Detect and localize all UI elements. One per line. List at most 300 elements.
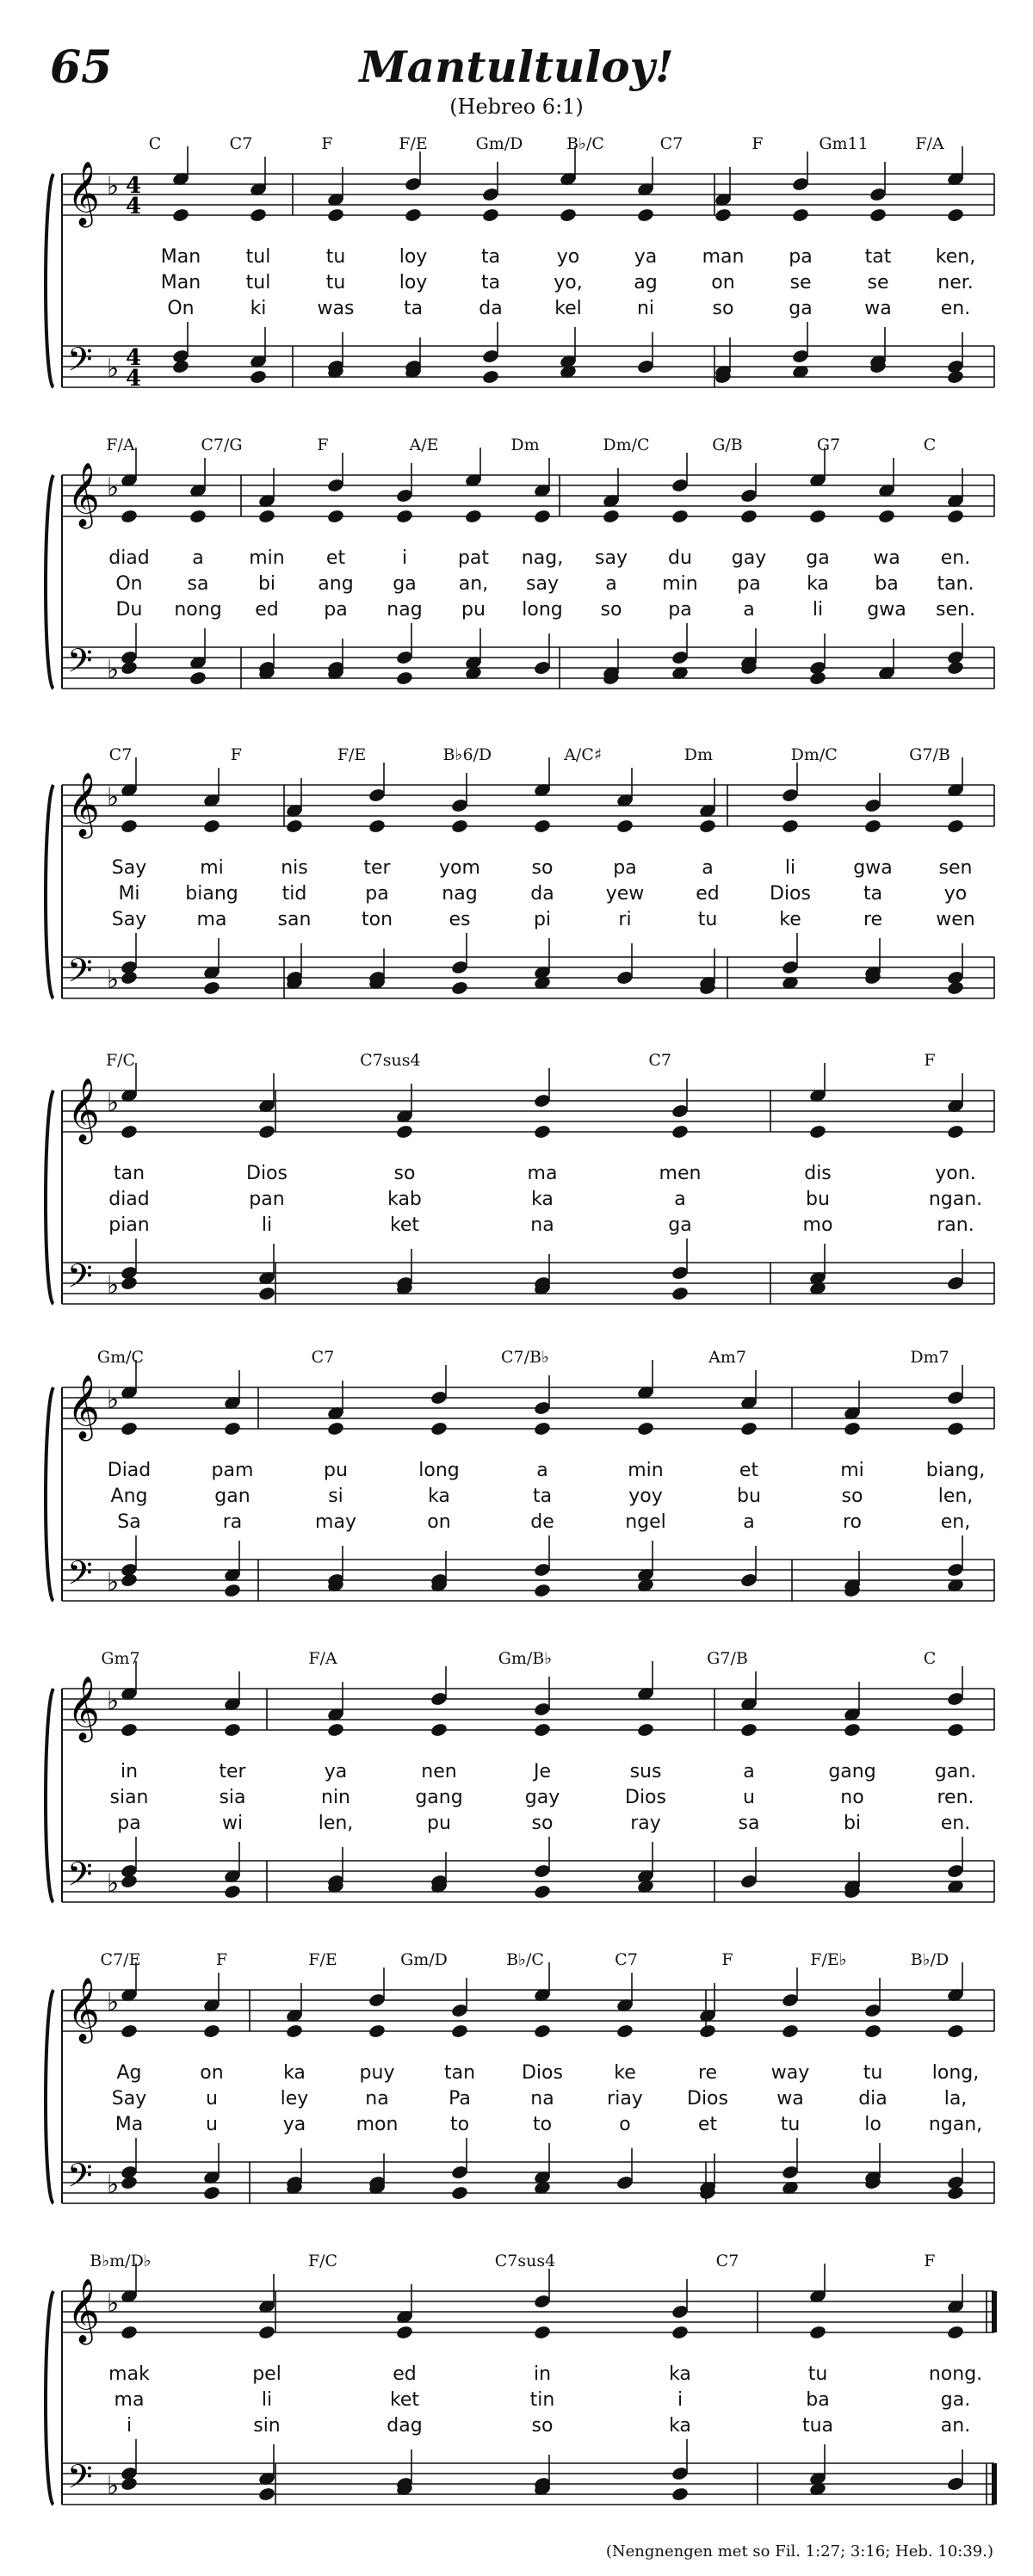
chord-symbol: Gm/D xyxy=(475,134,523,153)
note-chord xyxy=(946,468,964,676)
lyric-syllable-verse-2: Dios xyxy=(770,883,811,905)
lyric-syllable-verse-3: sa xyxy=(738,1813,760,1834)
lyric-syllable-verse-2: i xyxy=(677,2389,684,2411)
bass-clef-icon: 𝄢 xyxy=(67,1554,93,1600)
lyric-syllable-verse-1: ma xyxy=(527,1163,558,1184)
lyric-syllable-verse-2: li xyxy=(261,2389,273,2411)
chord-symbol: C7 xyxy=(648,1051,671,1070)
lyric-syllable-verse-1: pa xyxy=(613,857,637,879)
lyric-syllable-verse-2: ner. xyxy=(937,272,974,293)
chord-symbol: F xyxy=(721,1950,733,1969)
lyric-syllable-verse-3: dag xyxy=(387,2415,423,2437)
lyric-syllable-verse-1: a xyxy=(192,547,204,569)
lyric-syllable-verse-3: On xyxy=(167,298,195,319)
lyric-syllable-verse-3: en, xyxy=(940,1511,971,1533)
lyric-syllable-verse-2: tan. xyxy=(937,573,974,595)
lyric-syllable-verse-2: ed xyxy=(696,883,720,905)
lyric-syllable-verse-2: ang xyxy=(318,573,354,595)
lyric-syllable-verse-2: Man xyxy=(160,272,201,293)
chord-symbol: C7 xyxy=(659,134,684,153)
lyric-syllable-verse-2: bu xyxy=(806,1189,830,1210)
lyric-syllable-verse-1: Dios xyxy=(522,2062,563,2084)
lyric-syllable-verse-2: pa xyxy=(737,573,761,595)
lyric-syllable-verse-2: yoy xyxy=(628,1486,663,1507)
lyric-syllable-verse-2: wa xyxy=(776,2088,804,2110)
lyric-syllable-verse-3: tu xyxy=(780,2114,801,2135)
chord-symbol: C7sus4 xyxy=(494,2252,556,2270)
key-flat-icon: ♭ xyxy=(107,782,120,812)
lyric-syllable-verse-1: ka xyxy=(669,2363,691,2385)
lyric-syllable-verse-1: Ag xyxy=(116,2062,142,2084)
treble-clef-icon: 𝄞 xyxy=(67,1078,100,1142)
lyric-syllable-verse-2: se xyxy=(867,272,889,293)
lyric-syllable-verse-1: biang, xyxy=(925,1460,986,1481)
note-chord xyxy=(863,773,881,985)
lyric-syllable-verse-2: say xyxy=(526,573,559,595)
key-flat-icon: ♭ xyxy=(107,2289,120,2319)
music-system xyxy=(0,2246,1033,2539)
lyric-syllable-verse-1: pu xyxy=(324,1460,348,1481)
lyric-syllable-verse-3: an. xyxy=(940,2415,971,2437)
staff-graphics xyxy=(0,1343,1033,1635)
lyric-syllable-verse-3: tu xyxy=(697,909,718,930)
lyric-syllable-verse-1: yon. xyxy=(935,1163,976,1184)
music-system xyxy=(0,1046,1033,1338)
lyric-syllable-verse-3: pian xyxy=(108,1214,150,1236)
lyric-syllable-verse-1: nis xyxy=(281,857,308,879)
lyric-syllable-verse-1: say xyxy=(595,547,628,569)
key-flat-icon: ♭ xyxy=(107,1987,120,2017)
lyric-syllable-verse-3: so xyxy=(531,2415,554,2437)
chord-symbol: F/A xyxy=(106,436,135,454)
chord-symbol: F xyxy=(321,134,333,153)
lyric-syllable-verse-1: ga xyxy=(806,547,830,569)
music-system xyxy=(0,129,1033,422)
chord-symbol: F/A xyxy=(308,1649,337,1668)
lyric-syllable-verse-1: a xyxy=(536,1460,548,1481)
lyric-syllable-verse-3: ka xyxy=(669,2415,691,2437)
lyric-syllable-verse-3: long xyxy=(522,599,563,621)
lyric-syllable-verse-1: min xyxy=(249,547,285,569)
chord-symbol: G7/B xyxy=(909,745,950,764)
lyric-syllable-verse-1: diad xyxy=(108,547,150,569)
time-signature-icon: 4 xyxy=(126,345,142,371)
lyric-syllable-verse-1: long xyxy=(418,1460,460,1481)
lyric-syllable-verse-1: Diad xyxy=(107,1460,152,1481)
music-system xyxy=(0,1343,1033,1635)
lyric-syllable-verse-2: loy xyxy=(399,272,428,293)
chord-symbol: B♭m/D♭ xyxy=(90,2252,152,2270)
chord-symbol: C7/B♭ xyxy=(501,1348,549,1367)
chord-symbol: C7 xyxy=(108,745,133,764)
lyric-syllable-verse-2: riay xyxy=(607,2088,643,2110)
lyric-syllable-verse-2: a xyxy=(605,573,617,595)
lyric-syllable-verse-1: man xyxy=(702,246,745,268)
lyric-syllable-verse-2: ba xyxy=(875,573,899,595)
lyric-syllable-verse-2: pa xyxy=(365,883,389,905)
lyric-syllable-verse-1: ka xyxy=(283,2062,306,2084)
lyric-syllable-verse-3: san xyxy=(277,909,312,930)
lyric-syllable-verse-2: ba xyxy=(806,2389,830,2411)
treble-clef-icon: 𝄞 xyxy=(67,1677,100,1740)
chord-symbol: F xyxy=(215,1950,228,1969)
lyric-syllable-verse-1: on xyxy=(200,2062,224,2084)
lyric-syllable-verse-1: du xyxy=(668,547,692,569)
lyric-syllable-verse-2: ka xyxy=(428,1486,450,1507)
lyric-syllable-verse-3: i xyxy=(126,2415,133,2437)
lyric-syllable-verse-2: dia xyxy=(858,2088,888,2110)
lyric-syllable-verse-3: ton xyxy=(361,909,393,930)
bass-clef-icon: 𝄢 xyxy=(67,1257,93,1303)
lyric-syllable-verse-1: ter xyxy=(363,857,391,879)
lyric-syllable-verse-1: yo xyxy=(556,246,580,268)
chord-symbol: C xyxy=(923,436,937,454)
lyric-syllable-verse-1: wa xyxy=(873,547,900,569)
lyric-syllable-verse-2: tul xyxy=(245,272,271,293)
lyric-syllable-verse-1: mak xyxy=(108,2363,150,2385)
chord-symbol: B♭/D xyxy=(910,1950,949,1969)
lyric-syllable-verse-3: gwa xyxy=(867,599,906,621)
lyric-syllable-verse-3: ngel xyxy=(625,1511,666,1533)
lyric-syllable-verse-1: gwa xyxy=(853,857,893,879)
lyric-syllable-verse-2: no xyxy=(840,1787,864,1808)
lyric-syllable-verse-3: ga xyxy=(668,1214,692,1236)
lyric-syllable-verse-2: ga. xyxy=(940,2389,971,2411)
lyric-syllable-verse-3: on xyxy=(427,1511,451,1533)
lyric-syllable-verse-3: Say xyxy=(111,909,147,930)
note-chord xyxy=(202,768,220,996)
lyric-syllable-verse-3: ga xyxy=(789,298,813,319)
chord-symbol: F xyxy=(317,436,329,454)
system-bracket xyxy=(46,475,53,689)
lyric-syllable-verse-1: gang xyxy=(828,1761,876,1782)
note-chord xyxy=(223,1370,241,1598)
scripture-reference: (Hebreo 6:1) xyxy=(449,95,584,119)
chord-symbol: C7 xyxy=(311,1348,335,1367)
lyric-syllable-verse-1: ya xyxy=(324,1761,348,1782)
lyric-syllable-verse-1: tu xyxy=(807,2363,828,2385)
lyric-syllable-verse-2: Ang xyxy=(110,1486,148,1507)
lyric-syllable-verse-2: Dios xyxy=(687,2088,728,2110)
lyric-syllable-verse-3: wen xyxy=(936,909,975,930)
lyric-syllable-verse-3: ro xyxy=(842,1511,863,1533)
lyric-syllable-verse-2: Dios xyxy=(625,1787,666,1808)
chord-symbol: Gm7 xyxy=(101,1649,140,1668)
chord-symbol: B♭/C xyxy=(506,1950,544,1969)
lyric-syllable-verse-3: so xyxy=(712,298,734,319)
lyric-syllable-verse-1: Say xyxy=(111,857,147,879)
lyric-syllable-verse-3: pa xyxy=(668,599,692,621)
lyric-syllable-verse-1: tat xyxy=(864,246,892,268)
key-flat-icon: ♭ xyxy=(107,1869,120,1899)
chord-symbol: Gm/D xyxy=(400,1950,448,1969)
chord-symbol: G7/B xyxy=(707,1649,748,1668)
lyric-syllable-verse-3: pa xyxy=(117,1813,141,1834)
chord-symbol: B♭/C xyxy=(566,134,604,153)
lyric-syllable-verse-3: ray xyxy=(630,1813,661,1834)
song-title: Mantultuloy! xyxy=(359,41,674,92)
chord-symbol: G/B xyxy=(712,436,743,454)
lyric-syllable-verse-3: Sa xyxy=(117,1511,141,1533)
chord-symbol: A/E xyxy=(409,436,439,454)
lyric-syllable-verse-1: pam xyxy=(211,1460,254,1481)
lyric-syllable-verse-1: in xyxy=(120,1761,139,1782)
lyric-syllable-verse-3: o xyxy=(619,2114,631,2135)
lyric-syllable-verse-3: sin xyxy=(253,2415,281,2437)
chord-symbol: C7sus4 xyxy=(360,1051,421,1070)
lyric-syllable-verse-2: an, xyxy=(458,573,489,595)
lyric-syllable-verse-1: tu xyxy=(325,246,346,268)
lyric-syllable-verse-2: yo, xyxy=(554,272,583,293)
chord-symbol: C7 xyxy=(715,2252,739,2270)
lyric-syllable-verse-1: nen xyxy=(421,1761,457,1782)
chord-symbol: F/E xyxy=(308,1950,337,1969)
lyric-syllable-verse-3: pa xyxy=(324,599,348,621)
lyric-syllable-verse-2: ag xyxy=(634,272,658,293)
chord-symbol: F/E xyxy=(399,134,428,153)
treble-clef-icon: 𝄞 xyxy=(67,1978,100,2042)
lyric-syllable-verse-1: tul xyxy=(245,246,271,268)
lyric-syllable-verse-3: pu xyxy=(427,1813,451,1834)
lyric-syllable-verse-2: ka xyxy=(531,1189,554,1210)
lyric-syllable-verse-1: li xyxy=(784,857,796,879)
lyric-syllable-verse-2: Pa xyxy=(448,2088,471,2110)
chord-symbol: F/E xyxy=(337,745,367,764)
bass-clef-icon: 𝄢 xyxy=(67,2156,93,2202)
lyric-syllable-verse-3: li xyxy=(261,1214,273,1236)
music-system xyxy=(0,430,1033,723)
lyric-syllable-verse-1: pat xyxy=(457,547,490,569)
lyric-syllable-verse-1: yom xyxy=(439,857,480,879)
lyric-syllable-verse-2: yew xyxy=(605,883,645,905)
chord-symbol: F/C xyxy=(105,1051,136,1070)
lyric-syllable-verse-3: ke xyxy=(779,909,801,930)
lyric-syllable-verse-3: da xyxy=(479,298,503,319)
lyric-syllable-verse-3: to xyxy=(449,2114,470,2135)
lyric-syllable-verse-3: re xyxy=(863,909,883,930)
lyric-syllable-verse-2: ta xyxy=(532,1486,553,1507)
lyric-syllable-verse-2: biang xyxy=(185,883,238,905)
time-signature-icon: 4 xyxy=(126,173,142,199)
footer-references: (Nengnengen met so Fil. 1:27; 3:16; Heb. 10:39.) xyxy=(605,2542,993,2561)
lyric-syllable-verse-2: ma xyxy=(114,2389,145,2411)
lyric-syllable-verse-3: ngan, xyxy=(928,2114,983,2135)
lyric-syllable-verse-2: min xyxy=(662,573,698,595)
key-flat-icon: ♭ xyxy=(107,473,120,503)
lyric-syllable-verse-3: li xyxy=(812,599,824,621)
lyric-syllable-verse-2: sian xyxy=(109,1787,149,1808)
lyric-syllable-verse-2: kab xyxy=(387,1189,422,1210)
treble-clef-icon: 𝄞 xyxy=(67,2279,100,2343)
music-system xyxy=(0,1644,1033,1937)
chord-symbol: C7 xyxy=(229,134,253,153)
lyric-syllable-verse-2: si xyxy=(328,1486,343,1507)
lyric-syllable-verse-3: bi xyxy=(843,1813,862,1834)
lyric-syllable-verse-2: u xyxy=(206,2088,218,2110)
lyric-syllable-verse-1: et xyxy=(325,547,346,569)
lyric-syllable-verse-3: et xyxy=(697,2114,718,2135)
bass-clef-icon: 𝄢 xyxy=(67,641,93,688)
lyric-syllable-verse-2: nag xyxy=(442,883,478,905)
lyric-syllable-verse-1: tu xyxy=(863,2062,883,2084)
system-bracket xyxy=(46,174,53,387)
lyric-syllable-verse-1: gan. xyxy=(934,1761,977,1782)
lyric-syllable-verse-3: en. xyxy=(940,298,971,319)
treble-clef-icon: 𝄞 xyxy=(67,162,100,225)
lyric-syllable-verse-3: ya xyxy=(282,2114,306,2135)
lyric-syllable-verse-2: nin xyxy=(321,1787,350,1808)
lyric-syllable-verse-2: bu xyxy=(737,1486,761,1507)
system-bracket xyxy=(46,1990,53,2203)
lyric-syllable-verse-1: way xyxy=(770,2062,810,2084)
bass-clef-icon: 𝄢 xyxy=(67,340,93,386)
lyric-syllable-verse-3: mo xyxy=(802,1214,833,1236)
chord-symbol: F xyxy=(924,1051,936,1070)
lyric-syllable-verse-2: Say xyxy=(111,2088,147,2110)
lyric-syllable-verse-2: len, xyxy=(937,1486,974,1507)
note-chord xyxy=(869,162,887,374)
lyric-syllable-verse-2: gay xyxy=(524,1787,560,1808)
key-flat-icon: ♭ xyxy=(107,1567,120,1597)
lyric-syllable-verse-1: tan xyxy=(113,1163,145,1184)
chord-symbol: B♭6/D xyxy=(442,745,492,764)
chord-symbol: Gm/C xyxy=(96,1348,145,1367)
lyric-syllable-verse-3: ta xyxy=(403,298,424,319)
lyric-syllable-verse-2: on xyxy=(711,272,735,293)
chord-symbol: F/A xyxy=(915,134,944,153)
lyric-syllable-verse-1: mi xyxy=(840,1460,864,1481)
lyric-syllable-verse-2: gan xyxy=(214,1486,251,1507)
lyric-syllable-verse-3: tua xyxy=(801,2415,834,2437)
chord-symbol: C xyxy=(148,134,162,153)
lyric-syllable-verse-2: ngan. xyxy=(928,1189,983,1210)
lyric-syllable-verse-2: ta xyxy=(480,272,501,293)
key-flat-icon: ♭ xyxy=(107,655,120,685)
lyric-syllable-verse-2: gang xyxy=(415,1787,463,1808)
key-flat-icon: ♭ xyxy=(107,1088,120,1118)
lyric-syllable-verse-3: pi xyxy=(533,909,552,930)
note-chord xyxy=(221,1671,244,1900)
lyric-syllable-verse-1: sus xyxy=(629,1761,662,1782)
lyric-syllable-verse-2: pan xyxy=(249,1189,285,1210)
lyric-syllable-verse-3: u xyxy=(206,2114,218,2135)
lyric-syllable-verse-2: na xyxy=(365,2088,389,2110)
note-chord xyxy=(249,157,267,385)
lyric-syllable-verse-3: de xyxy=(530,1511,554,1533)
lyric-syllable-verse-3: len, xyxy=(318,1813,354,1834)
lyric-syllable-verse-3: was xyxy=(317,298,355,319)
time-signature-icon: 4 xyxy=(126,366,142,392)
lyric-syllable-verse-1: nag, xyxy=(521,547,564,569)
lyric-syllable-verse-2: ka xyxy=(807,573,829,595)
chord-symbol: F/E♭ xyxy=(810,1950,847,1969)
lyric-syllable-verse-3: Du xyxy=(115,599,143,621)
lyric-syllable-verse-2: a xyxy=(674,1189,686,1210)
lyric-syllable-verse-3: kel xyxy=(554,298,582,319)
system-bracket xyxy=(46,1090,53,1304)
lyric-syllable-verse-1: dis xyxy=(804,1163,832,1184)
lyric-syllable-verse-3: may xyxy=(315,1511,356,1533)
key-flat-icon: ♭ xyxy=(107,1686,120,1716)
chord-symbol: F/C xyxy=(307,2252,338,2270)
lyric-syllable-verse-3: ki xyxy=(250,298,267,319)
lyric-syllable-verse-2: se xyxy=(789,272,812,293)
lyric-syllable-verse-3: wi xyxy=(221,1813,244,1834)
lyric-syllable-verse-2: na xyxy=(530,2088,554,2110)
lyric-syllable-verse-1: sen xyxy=(938,857,973,879)
lyric-syllable-verse-2: On xyxy=(115,573,143,595)
lyric-syllable-verse-3: a xyxy=(743,599,755,621)
lyric-syllable-verse-1: ya xyxy=(634,246,658,268)
chord-symbol: C7/G xyxy=(201,436,243,454)
staff-graphics xyxy=(0,1046,1033,1338)
lyric-syllable-verse-1: pel xyxy=(252,2363,281,2385)
lyric-syllable-verse-1: in xyxy=(533,2363,552,2385)
lyric-syllable-verse-2: tid xyxy=(281,883,307,905)
system-bracket xyxy=(46,785,53,998)
chord-symbol: F xyxy=(924,2252,936,2270)
key-flat-icon: ♭ xyxy=(107,354,120,384)
lyric-syllable-verse-1: pa xyxy=(789,246,813,268)
staff-graphics xyxy=(0,1644,1033,1937)
lyric-syllable-verse-3: pu xyxy=(461,599,486,621)
lyric-syllable-verse-2: tu xyxy=(325,272,346,293)
lyric-syllable-verse-2: u xyxy=(743,1787,755,1808)
chord-symbol: C7 xyxy=(615,1950,638,1969)
lyric-syllable-verse-3: ri xyxy=(618,909,632,930)
lyric-syllable-verse-3: wa xyxy=(864,298,892,319)
lyric-syllable-verse-1: min xyxy=(628,1460,664,1481)
lyric-syllable-verse-3: nag xyxy=(387,599,423,621)
chord-symbol: Gm11 xyxy=(819,134,869,153)
time-signature-icon: 4 xyxy=(126,194,142,219)
lyric-syllable-verse-1: puy xyxy=(359,2062,395,2084)
lyric-syllable-verse-2: sa xyxy=(187,573,209,595)
lyric-syllable-verse-3: to xyxy=(532,2114,553,2135)
chord-symbol: Am7 xyxy=(708,1348,746,1367)
note-chord xyxy=(737,463,761,676)
note-chord xyxy=(189,458,207,686)
lyric-syllable-verse-2: Mi xyxy=(118,883,140,905)
song-number: 65 xyxy=(50,41,113,94)
lyric-syllable-verse-3: ket xyxy=(389,1214,420,1236)
chord-symbol: Dm7 xyxy=(910,1348,949,1367)
key-flat-icon: ♭ xyxy=(107,171,120,201)
lyric-syllable-verse-3: ran. xyxy=(937,1214,974,1236)
lyric-syllable-verse-1: i xyxy=(401,547,408,569)
lyric-syllable-verse-2: sia xyxy=(219,1787,246,1808)
music-system xyxy=(0,1945,1033,2238)
lyric-syllable-verse-1: men xyxy=(659,1163,702,1184)
staff-graphics xyxy=(0,2246,1033,2539)
key-flat-icon: ♭ xyxy=(107,2471,120,2501)
lyric-syllable-verse-1: a xyxy=(702,857,714,879)
note-chord xyxy=(202,1973,220,2201)
chord-symbol: F xyxy=(230,745,242,764)
lyric-syllable-verse-3: lo xyxy=(864,2114,881,2135)
lyric-syllable-verse-2: la, xyxy=(943,2088,968,2110)
lyric-syllable-verse-2: diad xyxy=(108,1189,150,1210)
chord-symbol: C xyxy=(923,1649,937,1668)
system-bracket xyxy=(46,1689,53,1902)
lyric-syllable-verse-1: et xyxy=(739,1460,759,1481)
lyric-syllable-verse-1: long, xyxy=(931,2062,980,2084)
lyric-syllable-verse-1: Dios xyxy=(246,1163,288,1184)
lyric-syllable-verse-2: bi xyxy=(257,573,276,595)
lyric-syllable-verse-1: tan xyxy=(443,2062,476,2084)
lyric-syllable-verse-1: ke xyxy=(614,2062,636,2084)
lyric-syllable-verse-2: ket xyxy=(389,2389,420,2411)
